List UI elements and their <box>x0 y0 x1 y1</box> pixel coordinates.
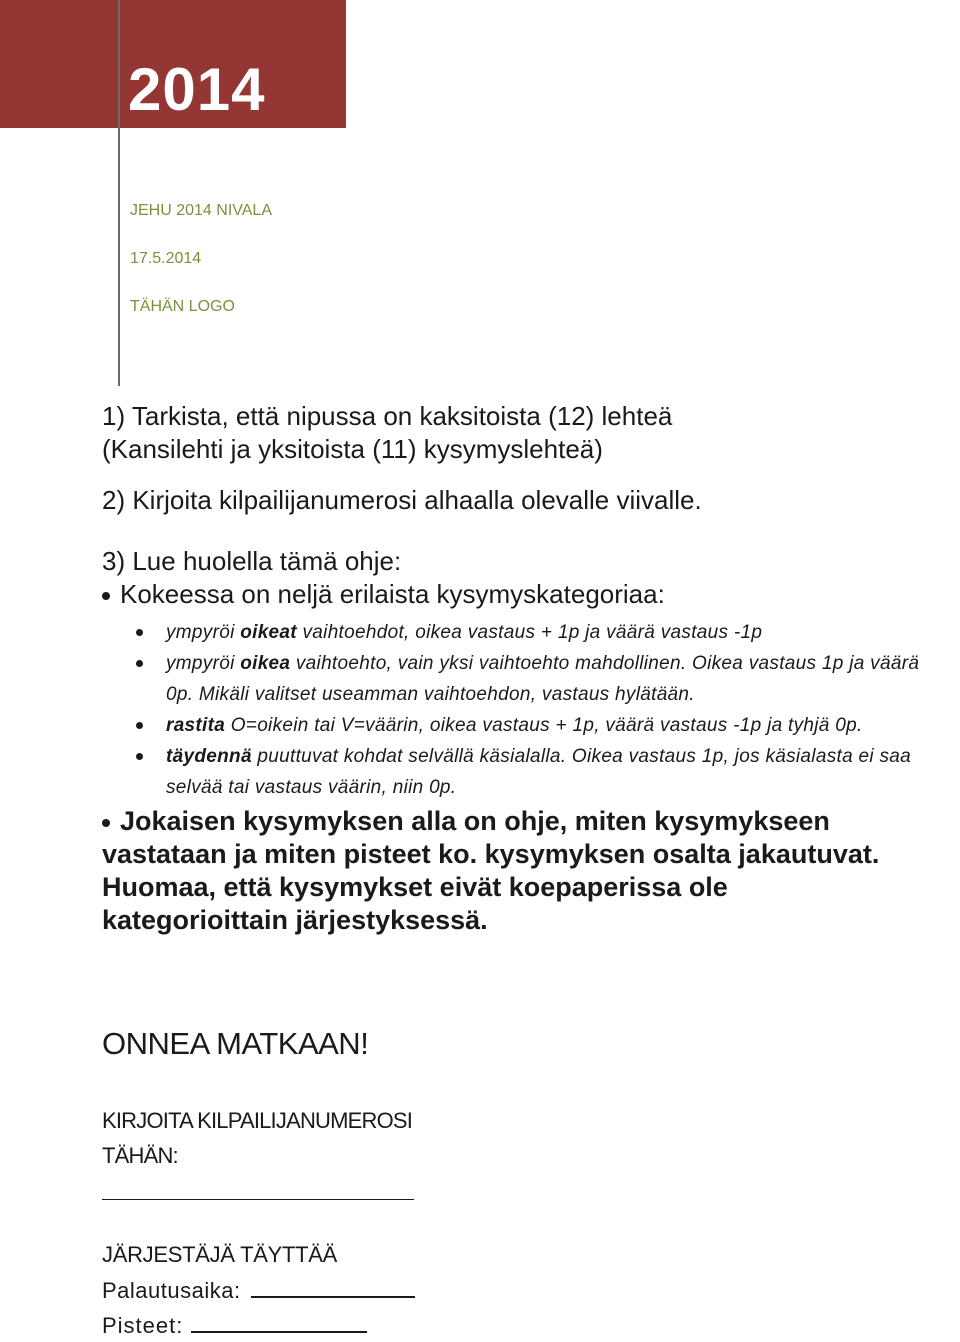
category-keyword: rastita <box>166 715 226 736</box>
category-item: täydennä puuttuvat kohdat selvällä käsialalla. Oikea vastaus 1p, jos käsialasta ei saa selvää tai vastaus väärin, niin 0p. <box>102 741 942 803</box>
event-name: JEHU 2014 NIVALA <box>130 202 272 219</box>
instruction-1-line-2: (Kansilehti ja yksitoista (11) kysymyslehteä) <box>102 434 603 464</box>
write-number-label: KIRJOITA KILPAILIJANUMEROSI TÄHÄN: <box>102 1108 413 1168</box>
category-list <box>102 617 942 803</box>
return-time-row <box>102 1278 415 1304</box>
category-keyword: täydennä <box>166 746 252 767</box>
points-label: Pisteet: <box>102 1313 184 1338</box>
order-note-line-2: kategorioittain järjestyksessä. <box>102 905 488 935</box>
instruction-1-line-1: 1) Tarkista, että nipussa on kaksitoista (12) lehteä <box>102 401 673 431</box>
categories-bullet: Kokeessa on neljä erilaista kysymyskategoriaa: <box>102 578 942 611</box>
question-info-continued: vastataan ja miten pisteet ko. kysymyksen osalta jakautuvat. <box>102 839 880 869</box>
order-note-line-1: Huomaa, että kysymykset eivät koepaperissa ole <box>102 872 728 902</box>
points-row <box>102 1313 367 1339</box>
points-line[interactable] <box>191 1331 367 1333</box>
logo-placeholder: TÄHÄN LOGO <box>130 298 235 315</box>
question-info-bullet: Jokaisen kysymyksen alla on ohje, miten kysymykseen <box>102 805 942 838</box>
category-keyword: oikeat <box>240 622 297 643</box>
return-time-label: Palautusaika: <box>102 1278 241 1303</box>
cover-vertical-rule <box>118 0 120 386</box>
instruction-3: 3) Lue huolella tämä ohje: <box>102 546 402 576</box>
return-time-line[interactable] <box>251 1296 415 1298</box>
instructions <box>102 400 942 937</box>
cover-year: 2014 <box>128 56 266 123</box>
competitor-number-line[interactable] <box>102 1199 414 1200</box>
event-date: 17.5.2014 <box>130 250 202 267</box>
category-keyword: oikea <box>240 653 291 674</box>
instruction-2: 2) Kirjoita kilpailijanumerosi alhaalla olevalle viivalle. <box>102 485 702 515</box>
category-item: rastita O=oikein tai V=väärin, oikea vastaus + 1p, väärä vastaus -1p ja tyhjä 0p. <box>102 710 942 741</box>
category-item: ympyröi oikea vaihtoehto, vain yksi vaihtoehto mahdollinen. Oikea vastaus 1p ja väärä 0p. Mikäli valitset useamman vaihtoehdon, vastaus hylätään. <box>102 648 942 710</box>
good-luck-text: ONNEA MATKAAN! <box>102 1026 369 1061</box>
category-item: ympyröi oikeat vaihtoehdot, oikea vastaus + 1p ja väärä vastaus -1p <box>102 617 942 648</box>
organizer-fills-heading: JÄRJESTÄJÄ TÄYTTÄÄ <box>102 1242 338 1267</box>
